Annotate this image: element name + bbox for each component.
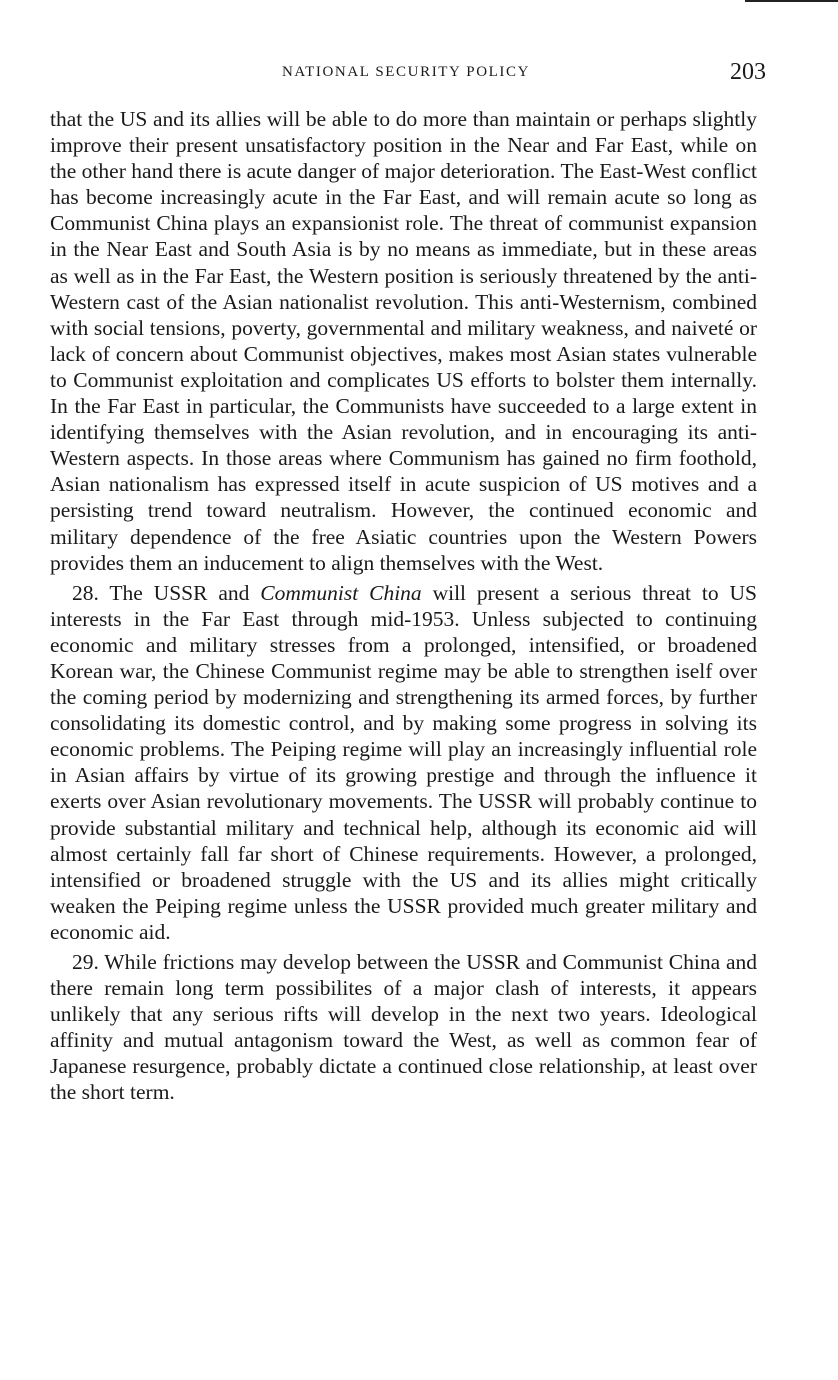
paragraph-text: that the US and its allies will be able to do more than maintain or perhaps slightly improve their present unsatisfactory position in the Near and Far East, while on the other hand there is acute danger of major deterioration. The East-West conflict has become increasingly acute in the Far East, and will remain acute so long as Communist China plays an expansionist role. The threat of communist expansion in the Near East and South Asia is by no means as immediate, but in these areas as well as in the Far East, the Western position is seriously threatened by the anti-Western cast of the Asian nationalist revolution. This anti-Westernism, combined with social tensions, poverty, governmental and military weakness, and naiveté or lack of concern about Communist objectives, makes most Asian states vulnerable to Communist exploitation and complicates US efforts to bolster them internally. In the Far East in particular, the Communists have succeeded to a large extent in identifying themselves with the Asian revolution, and in encouraging its anti-Western aspects. In those areas where Communism has gained no firm foothold, Asian nationalism has expressed itself in acute suspicion of US motives and a persisting trend toward neutralism. However, the continued economic and military dependence of the free Asiatic countries upon the Western Powers provides them an inducement to align themselves with the West. bbox=[50, 107, 757, 575]
paragraph-28 bbox=[50, 580, 757, 945]
paragraph-italic-phrase: Communist China bbox=[260, 580, 422, 605]
paragraph-29 bbox=[50, 949, 757, 1106]
page-number: 203 bbox=[730, 59, 766, 85]
paragraph-number: 29. bbox=[72, 950, 99, 974]
page-header bbox=[50, 59, 766, 88]
paragraph-number: 28. bbox=[72, 580, 99, 605]
top-edge-rule bbox=[745, 0, 838, 2]
paragraph-text-after: will present a serious threat to US interests in the Far East through mid-1953. Unless subjected to continuing economic and military stresses from a prolonged, intensified, or broadened Korean war, the Chinese Communist regime may be able to strengthen iself over the coming period by modernizing and strengthening its armed forces, by further consolidating its domestic control, and by making some progress in solving its economic problems. The Peiping regime will play an increasingly influential role in Asian affairs by virtue of its growing prestige and through the influence it exerts over Asian revolutionary movements. The USSR will probably continue to provide substantial military and technical help, although its economic aid will almost certainly fall far short of Chinese requirements. However, a prolonged, intensified or broadened struggle with the US and its allies might critically weaken the Peiping regime unless the USSR provided much greater military and economic aid. bbox=[50, 580, 757, 944]
paragraph-text: While frictions may develop between the USSR and Communist China and there remain long term possibilites of a major clash of interests, it appears unlikely that any serious rifts will develop in the next two years. Ideological affinity and mutual antagonism toward the West, as well as common fear of Japanese resurgence, probably dictate a continued close relationship, at least over the short term. bbox=[50, 950, 757, 1105]
body-text bbox=[50, 106, 757, 1110]
paragraph-text-before: The USSR and bbox=[109, 580, 261, 605]
running-head: NATIONAL SECURITY POLICY bbox=[281, 64, 531, 80]
paragraph-continued bbox=[50, 106, 757, 576]
